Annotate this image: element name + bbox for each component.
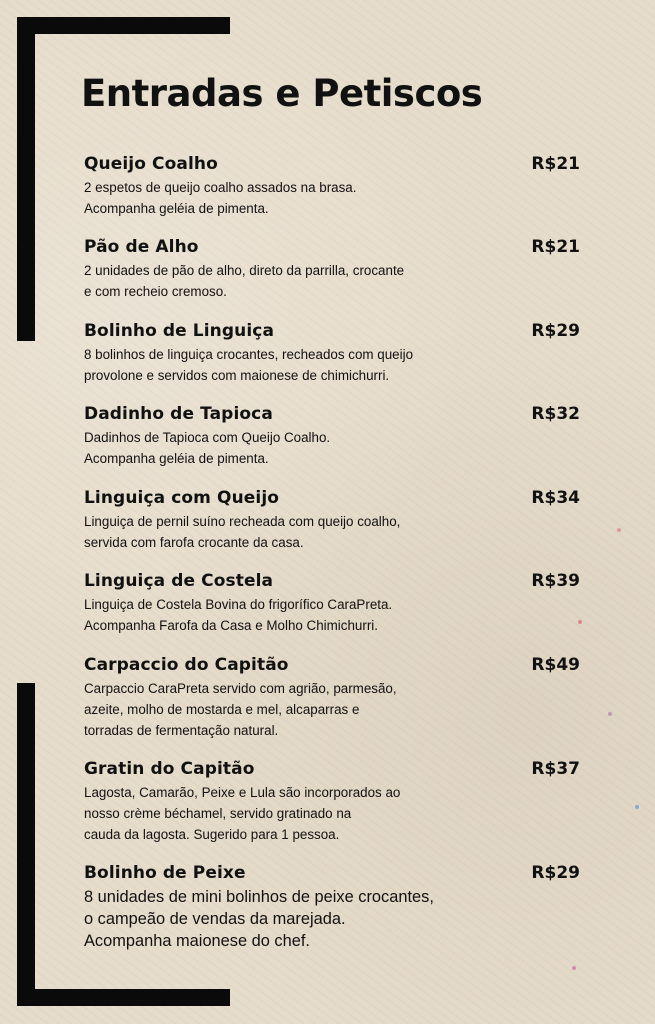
menu-item-description-line: servida com farofa crocante da casa. <box>84 535 304 550</box>
menu-item <box>84 320 584 386</box>
paper-speck <box>572 966 576 970</box>
paper-speck <box>617 528 621 532</box>
menu-item-description-line: 2 unidades de pão de alho, direto da parrilla, crocante <box>84 263 405 278</box>
menu-item-description-line: o campeão de vendas da marejada. <box>84 910 346 928</box>
menu-item-price: R$21 <box>531 154 580 174</box>
menu-item-description-line: provolone e servidos com maionese de chimichurri. <box>84 368 390 383</box>
menu-item-description <box>84 427 464 469</box>
menu-item-name: Pão de Alho <box>84 237 199 257</box>
menu-item-description-line: cauda da lagosta. Sugerido para 1 pessoa. <box>84 827 340 842</box>
menu-item-description-line: 2 espetos de queijo coalho assados na brasa. <box>84 180 357 195</box>
menu-item-description <box>84 886 484 952</box>
menu-item-description-line: Linguiça de Costela Bovina do frigorífico CaraPreta. <box>84 597 393 612</box>
menu-item <box>84 153 584 219</box>
menu-item-price: R$21 <box>531 237 580 257</box>
menu-item-name: Carpaccio do Capitão <box>84 655 289 675</box>
menu-item-name: Bolinho de Peixe <box>84 863 246 883</box>
menu-item-description <box>84 511 464 553</box>
menu-item-description-line: Lagosta, Camarão, Peixe e Lula são incorporados ao <box>84 785 401 800</box>
menu-item <box>84 862 584 952</box>
menu-item-price: R$34 <box>531 488 580 508</box>
menu-item-description-line: e com recheio cremoso. <box>84 284 227 299</box>
menu-item-description-line: 8 unidades de mini bolinhos de peixe crocantes, <box>84 888 434 906</box>
menu-item-description <box>84 782 464 845</box>
menu-item-description-line: Acompanha Farofa da Casa e Molho Chimichurri. <box>84 618 378 633</box>
menu-item-description <box>84 594 464 636</box>
menu-item-price: R$37 <box>531 759 580 779</box>
menu-item-name: Linguiça de Costela <box>84 571 274 591</box>
menu-item-description-line: azeite, molho de mostarda e mel, alcaparras e <box>84 702 360 717</box>
menu-item-description-line: 8 bolinhos de linguiça crocantes, recheados com queijo <box>84 347 414 362</box>
menu-item-description <box>84 260 464 302</box>
menu-item <box>84 403 584 469</box>
menu-item-price: R$29 <box>531 321 580 341</box>
menu-item <box>84 758 584 845</box>
menu-item-description <box>84 678 464 741</box>
menu-item <box>84 487 584 553</box>
menu-item <box>84 654 584 741</box>
menu-item-name: Dadinho de Tapioca <box>84 404 273 424</box>
menu-item-description-line: Linguiça de pernil suíno recheada com queijo coalho, <box>84 514 401 529</box>
menu-item-description-line: Dadinhos de Tapioca com Queijo Coalho. <box>84 430 331 445</box>
menu-item <box>84 570 584 636</box>
menu-item <box>84 236 584 302</box>
frame-bracket-bottom-horizontal <box>17 989 230 1006</box>
menu-item-description-line: nosso crème béchamel, servido gratinado na <box>84 806 352 821</box>
menu-item-description <box>84 344 464 386</box>
menu-item-description-line: torradas de fermentação natural. <box>84 723 279 738</box>
menu-item-name: Linguiça com Queijo <box>84 488 280 508</box>
section-title: Entradas e Petiscos <box>81 72 483 115</box>
frame-bracket-bottom-vertical <box>17 683 35 1006</box>
frame-bracket-top-horizontal <box>17 17 230 34</box>
menu-item-description <box>84 177 464 219</box>
menu-item-description-line: Acompanha geléia de pimenta. <box>84 201 269 216</box>
menu-item-price: R$39 <box>531 571 580 591</box>
menu-item-name: Bolinho de Linguiça <box>84 321 275 341</box>
paper-speck <box>635 805 639 809</box>
menu-item-name: Gratin do Capitão <box>84 759 255 779</box>
menu-item-price: R$32 <box>531 404 580 424</box>
menu-item-price: R$29 <box>531 863 580 883</box>
frame-bracket-top-vertical <box>17 17 35 341</box>
menu-item-price: R$49 <box>531 655 580 675</box>
menu-item-description-line: Acompanha maionese do chef. <box>84 932 310 950</box>
menu-item-description-line: Carpaccio CaraPreta servido com agrião, parmesão, <box>84 681 397 696</box>
menu-item-description-line: Acompanha geléia de pimenta. <box>84 451 269 466</box>
paper-speck <box>608 712 612 716</box>
menu-item-name: Queijo Coalho <box>84 154 218 174</box>
